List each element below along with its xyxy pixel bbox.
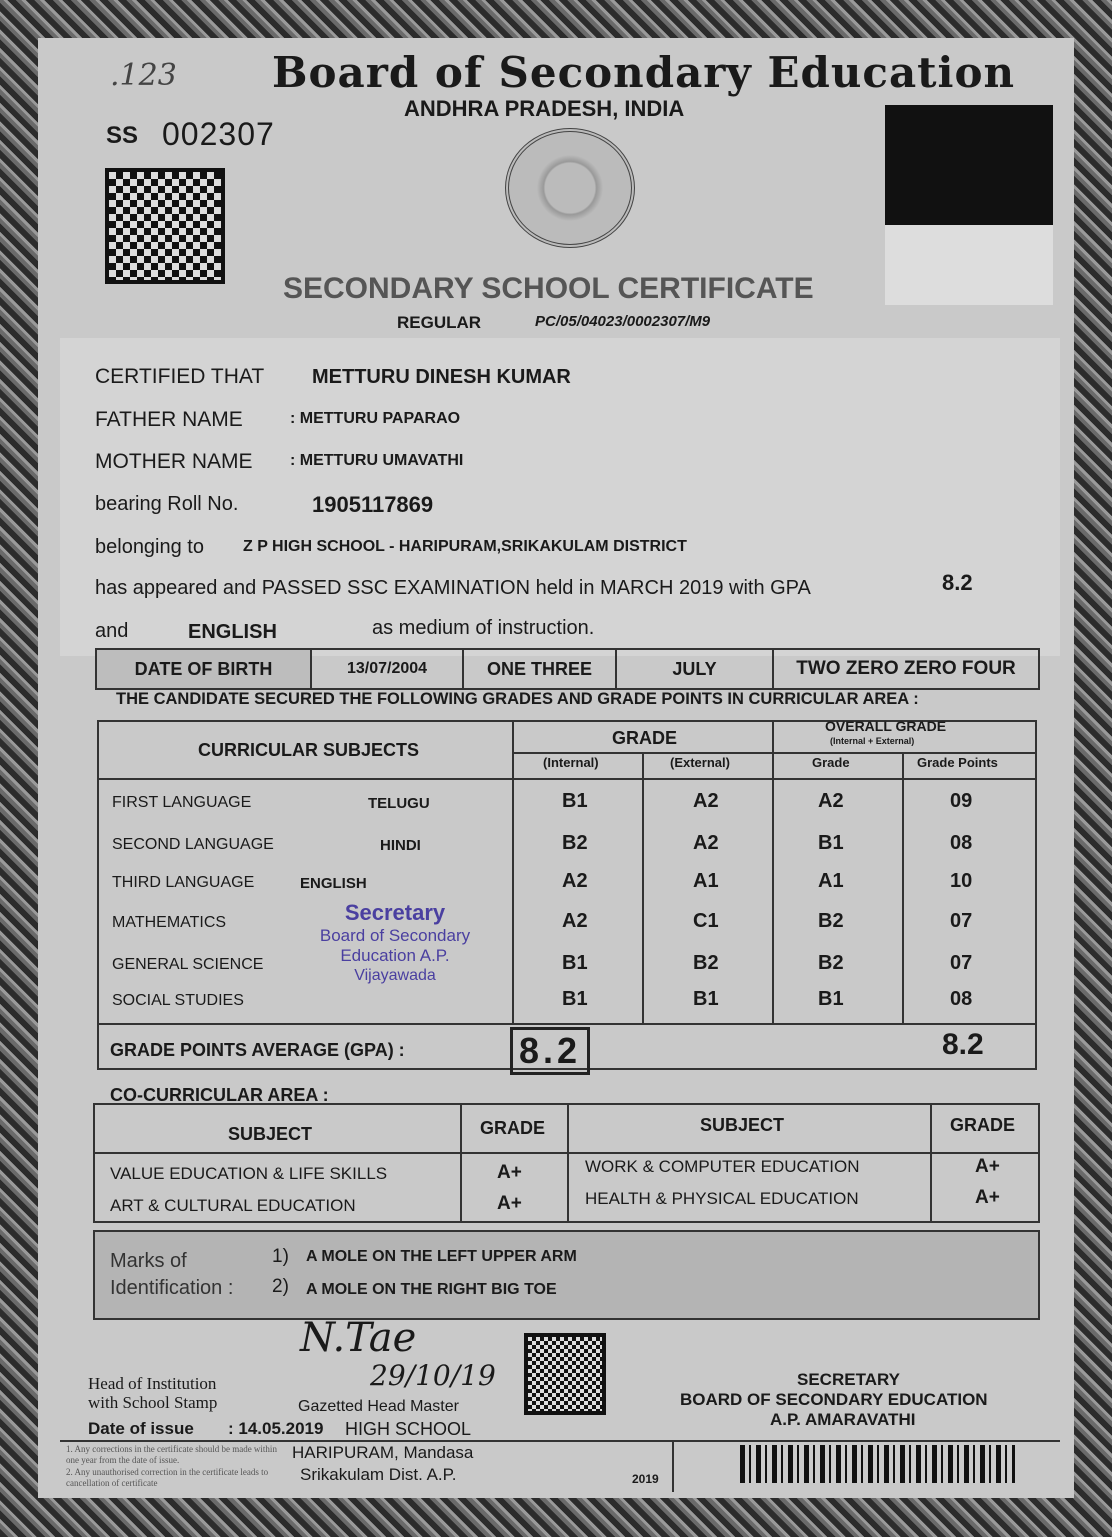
- place-label: A.P. AMARAVATHI: [770, 1410, 916, 1429]
- overall-grade: B1: [818, 988, 844, 1010]
- father-name: : METTURU PAPARAO: [290, 410, 461, 427]
- head-master-school: HIGH SCHOOL: [345, 1419, 472, 1439]
- internal-grade: B1: [562, 790, 588, 812]
- roll-label: bearing Roll No.: [95, 493, 239, 515]
- father-label: FATHER NAME: [95, 408, 243, 431]
- co-subject: WORK & COMPUTER EDUCATION: [585, 1157, 860, 1176]
- exam-type: REGULAR: [397, 313, 482, 332]
- dob-month: JULY: [615, 648, 774, 690]
- grade-points: 08: [950, 988, 973, 1010]
- co-subject: VALUE EDUCATION & LIFE SKILLS: [110, 1164, 388, 1183]
- footer-divider: [60, 1440, 1060, 1442]
- id-mark-num: 1): [272, 1246, 289, 1267]
- col-overall-sub: (Internal + External): [830, 736, 915, 746]
- divider: [97, 1023, 1037, 1025]
- co-grade: A+: [975, 1187, 1000, 1208]
- subject-name: GENERAL SCIENCE: [112, 956, 264, 973]
- stamp-line: Secretary: [344, 900, 446, 925]
- candidate-name: METTURU DINESH KUMAR: [312, 366, 571, 388]
- dob-label: DATE OF BIRTH: [95, 648, 312, 690]
- grade-points: 07: [950, 910, 973, 932]
- col-internal: (Internal): [543, 755, 599, 770]
- qr-code: [105, 168, 225, 284]
- barcode: [740, 1445, 1015, 1483]
- medium: ENGLISH: [188, 621, 277, 643]
- footer-divider: [672, 1440, 674, 1492]
- id-mark-2: A MOLE ON THE RIGHT BIG TOE: [306, 1281, 557, 1298]
- head-master-place: HARIPURAM, Mandasa: [292, 1443, 474, 1462]
- id-mark-num: 2): [272, 1276, 289, 1297]
- state-name: ANDHRA PRADESH, INDIA: [404, 96, 685, 121]
- dob-day-words: ONE THREE: [462, 648, 617, 690]
- co-subject: ART & CULTURAL EDUCATION: [110, 1196, 356, 1215]
- stamp-line: Board of Secondary Education A.P.: [319, 926, 471, 965]
- stamp-line: Vijayawada: [354, 967, 436, 984]
- head-label: Head of Institution: [88, 1374, 217, 1393]
- identification-box: [93, 1230, 1040, 1320]
- overall-grade: B1: [818, 832, 844, 854]
- emblem-icon: [505, 128, 635, 248]
- grade-points: 10: [950, 870, 973, 892]
- passed-text: has appeared and PASSED SSC EXAMINATION held in MARCH 2019 with GPA: [95, 577, 811, 599]
- subject-name: MATHEMATICS: [112, 914, 227, 931]
- internal-grade: B2: [562, 832, 588, 854]
- school-label: belonging to: [95, 536, 204, 558]
- mother-label: MOTHER NAME: [95, 450, 253, 473]
- head-master-signature: N.Tae: [300, 1315, 417, 1361]
- serial-prefix: SS: [106, 122, 139, 149]
- external-grade: A2: [693, 832, 719, 854]
- overall-grade: B2: [818, 910, 844, 932]
- col-grade: GRADE: [612, 728, 678, 748]
- overall-grade: B2: [818, 952, 844, 974]
- subject-name: FIRST LANGUAGE: [112, 794, 252, 811]
- id-mark-1: A MOLE ON THE LEFT UPPER ARM: [306, 1248, 577, 1265]
- subject-name: SOCIAL STUDIES: [112, 992, 244, 1009]
- col-subjects: CURRICULAR SUBJECTS: [198, 740, 420, 760]
- co-col-subject: SUBJECT: [700, 1115, 785, 1135]
- and-label: and: [95, 620, 129, 642]
- id-label: Identification :: [110, 1277, 234, 1299]
- head-master-title: Gazetted Head Master: [298, 1398, 459, 1415]
- official-stamp: [282, 900, 508, 986]
- certificate-code: PC/05/04023/0002307/M9: [535, 313, 711, 330]
- grades-heading: THE CANDIDATE SECURED THE FOLLOWING GRADES AND GRADE POINTS IN CURRICULAR AREA :: [116, 690, 919, 708]
- divider: [512, 720, 514, 1025]
- grade-points: 09: [950, 790, 973, 812]
- candidate-photo: [885, 105, 1053, 305]
- issue-date: : 14.05.2019: [228, 1419, 324, 1438]
- grade-points: 07: [950, 952, 973, 974]
- internal-grade: B1: [562, 988, 588, 1010]
- footer-note: 2. Any unauthorised correction in the certificate leads to cancellation of certificate: [66, 1467, 269, 1488]
- candidate-gpa: 8.2: [942, 570, 973, 595]
- head-label: with School Stamp: [88, 1393, 218, 1412]
- id-label: Marks of: [110, 1250, 187, 1272]
- co-grade: A+: [975, 1156, 1000, 1177]
- subject-language: TELUGU: [368, 795, 430, 812]
- roll-number: 1905117869: [312, 492, 434, 517]
- overall-grade: A2: [818, 790, 844, 812]
- co-col-grade: GRADE: [950, 1115, 1016, 1135]
- mother-name: : METTURU UMAVATHI: [290, 452, 464, 469]
- subject-language: ENGLISH: [300, 875, 367, 892]
- certificate-title: SECONDARY SCHOOL CERTIFICATE: [283, 272, 814, 305]
- divider: [642, 752, 644, 1025]
- head-master-sign-date: 29/10/19: [370, 1359, 496, 1392]
- col-grade-points: Grade Points: [917, 755, 998, 770]
- cocurricular-heading: CO-CURRICULAR AREA :: [110, 1085, 329, 1105]
- external-grade: B2: [693, 952, 719, 974]
- medium-text: as medium of instruction.: [372, 617, 595, 639]
- divider: [902, 752, 904, 1025]
- divider: [460, 1103, 462, 1223]
- col-overall: OVERALL GRADE: [825, 718, 947, 734]
- grades-table-frame: [97, 720, 1037, 1070]
- internal-grade: A2: [562, 910, 588, 932]
- issue-label: Date of issue: [88, 1419, 194, 1438]
- col-external: (External): [670, 755, 730, 770]
- col-overall-grade: Grade: [812, 755, 850, 770]
- external-grade: A1: [693, 870, 719, 892]
- divider: [567, 1103, 569, 1223]
- dob-year-words: TWO ZERO ZERO FOUR: [772, 648, 1040, 690]
- grade-points: 08: [950, 832, 973, 854]
- head-master-place: Srikakulam Dist. A.P.: [300, 1465, 457, 1484]
- external-grade: A2: [693, 790, 719, 812]
- handwritten-number: .123: [110, 58, 177, 93]
- overall-grade: A1: [818, 870, 844, 892]
- internal-grade: B1: [562, 952, 588, 974]
- father-value: METTURU PAPARAO: [299, 410, 461, 427]
- internal-grade: A2: [562, 870, 588, 892]
- subject-language: HINDI: [380, 837, 421, 854]
- co-col-grade: GRADE: [480, 1118, 546, 1138]
- divider: [97, 778, 1037, 780]
- dob-date: 13/07/2004: [310, 648, 464, 690]
- gpa-value: 8.2: [942, 1028, 984, 1061]
- serial-number: 002307: [162, 116, 275, 152]
- co-grade: A+: [497, 1162, 522, 1183]
- co-subject: HEALTH & PHYSICAL EDUCATION: [585, 1189, 859, 1208]
- subject-name: SECOND LANGUAGE: [112, 836, 274, 853]
- gpa-label: GRADE POINTS AVERAGE (GPA) :: [110, 1040, 405, 1060]
- external-grade: C1: [693, 910, 719, 932]
- co-col-subject: SUBJECT: [228, 1124, 313, 1144]
- certified-label: CERTIFIED THAT: [95, 365, 265, 388]
- gpa-box: 8.2: [510, 1027, 590, 1075]
- footer-note: 1. Any corrections in the certificate should be made within one year from the date of issue.: [66, 1444, 277, 1465]
- divider: [512, 752, 1037, 754]
- board-label: BOARD OF SECONDARY EDUCATION: [680, 1390, 988, 1409]
- board-title: Board of Secondary Education: [272, 48, 1016, 97]
- mother-value: METTURU UMAVATHI: [299, 452, 464, 469]
- divider: [930, 1103, 932, 1223]
- qr-code-small: [524, 1333, 606, 1415]
- footer-year: 2019: [632, 1472, 659, 1486]
- divider: [772, 720, 774, 1025]
- school-name: Z P HIGH SCHOOL - HARIPURAM,SRIKAKULAM DISTRICT: [243, 538, 687, 555]
- subject-name: THIRD LANGUAGE: [112, 874, 255, 891]
- external-grade: B1: [693, 988, 719, 1010]
- co-grade: A+: [497, 1193, 522, 1214]
- secretary-label: SECRETARY: [797, 1370, 900, 1389]
